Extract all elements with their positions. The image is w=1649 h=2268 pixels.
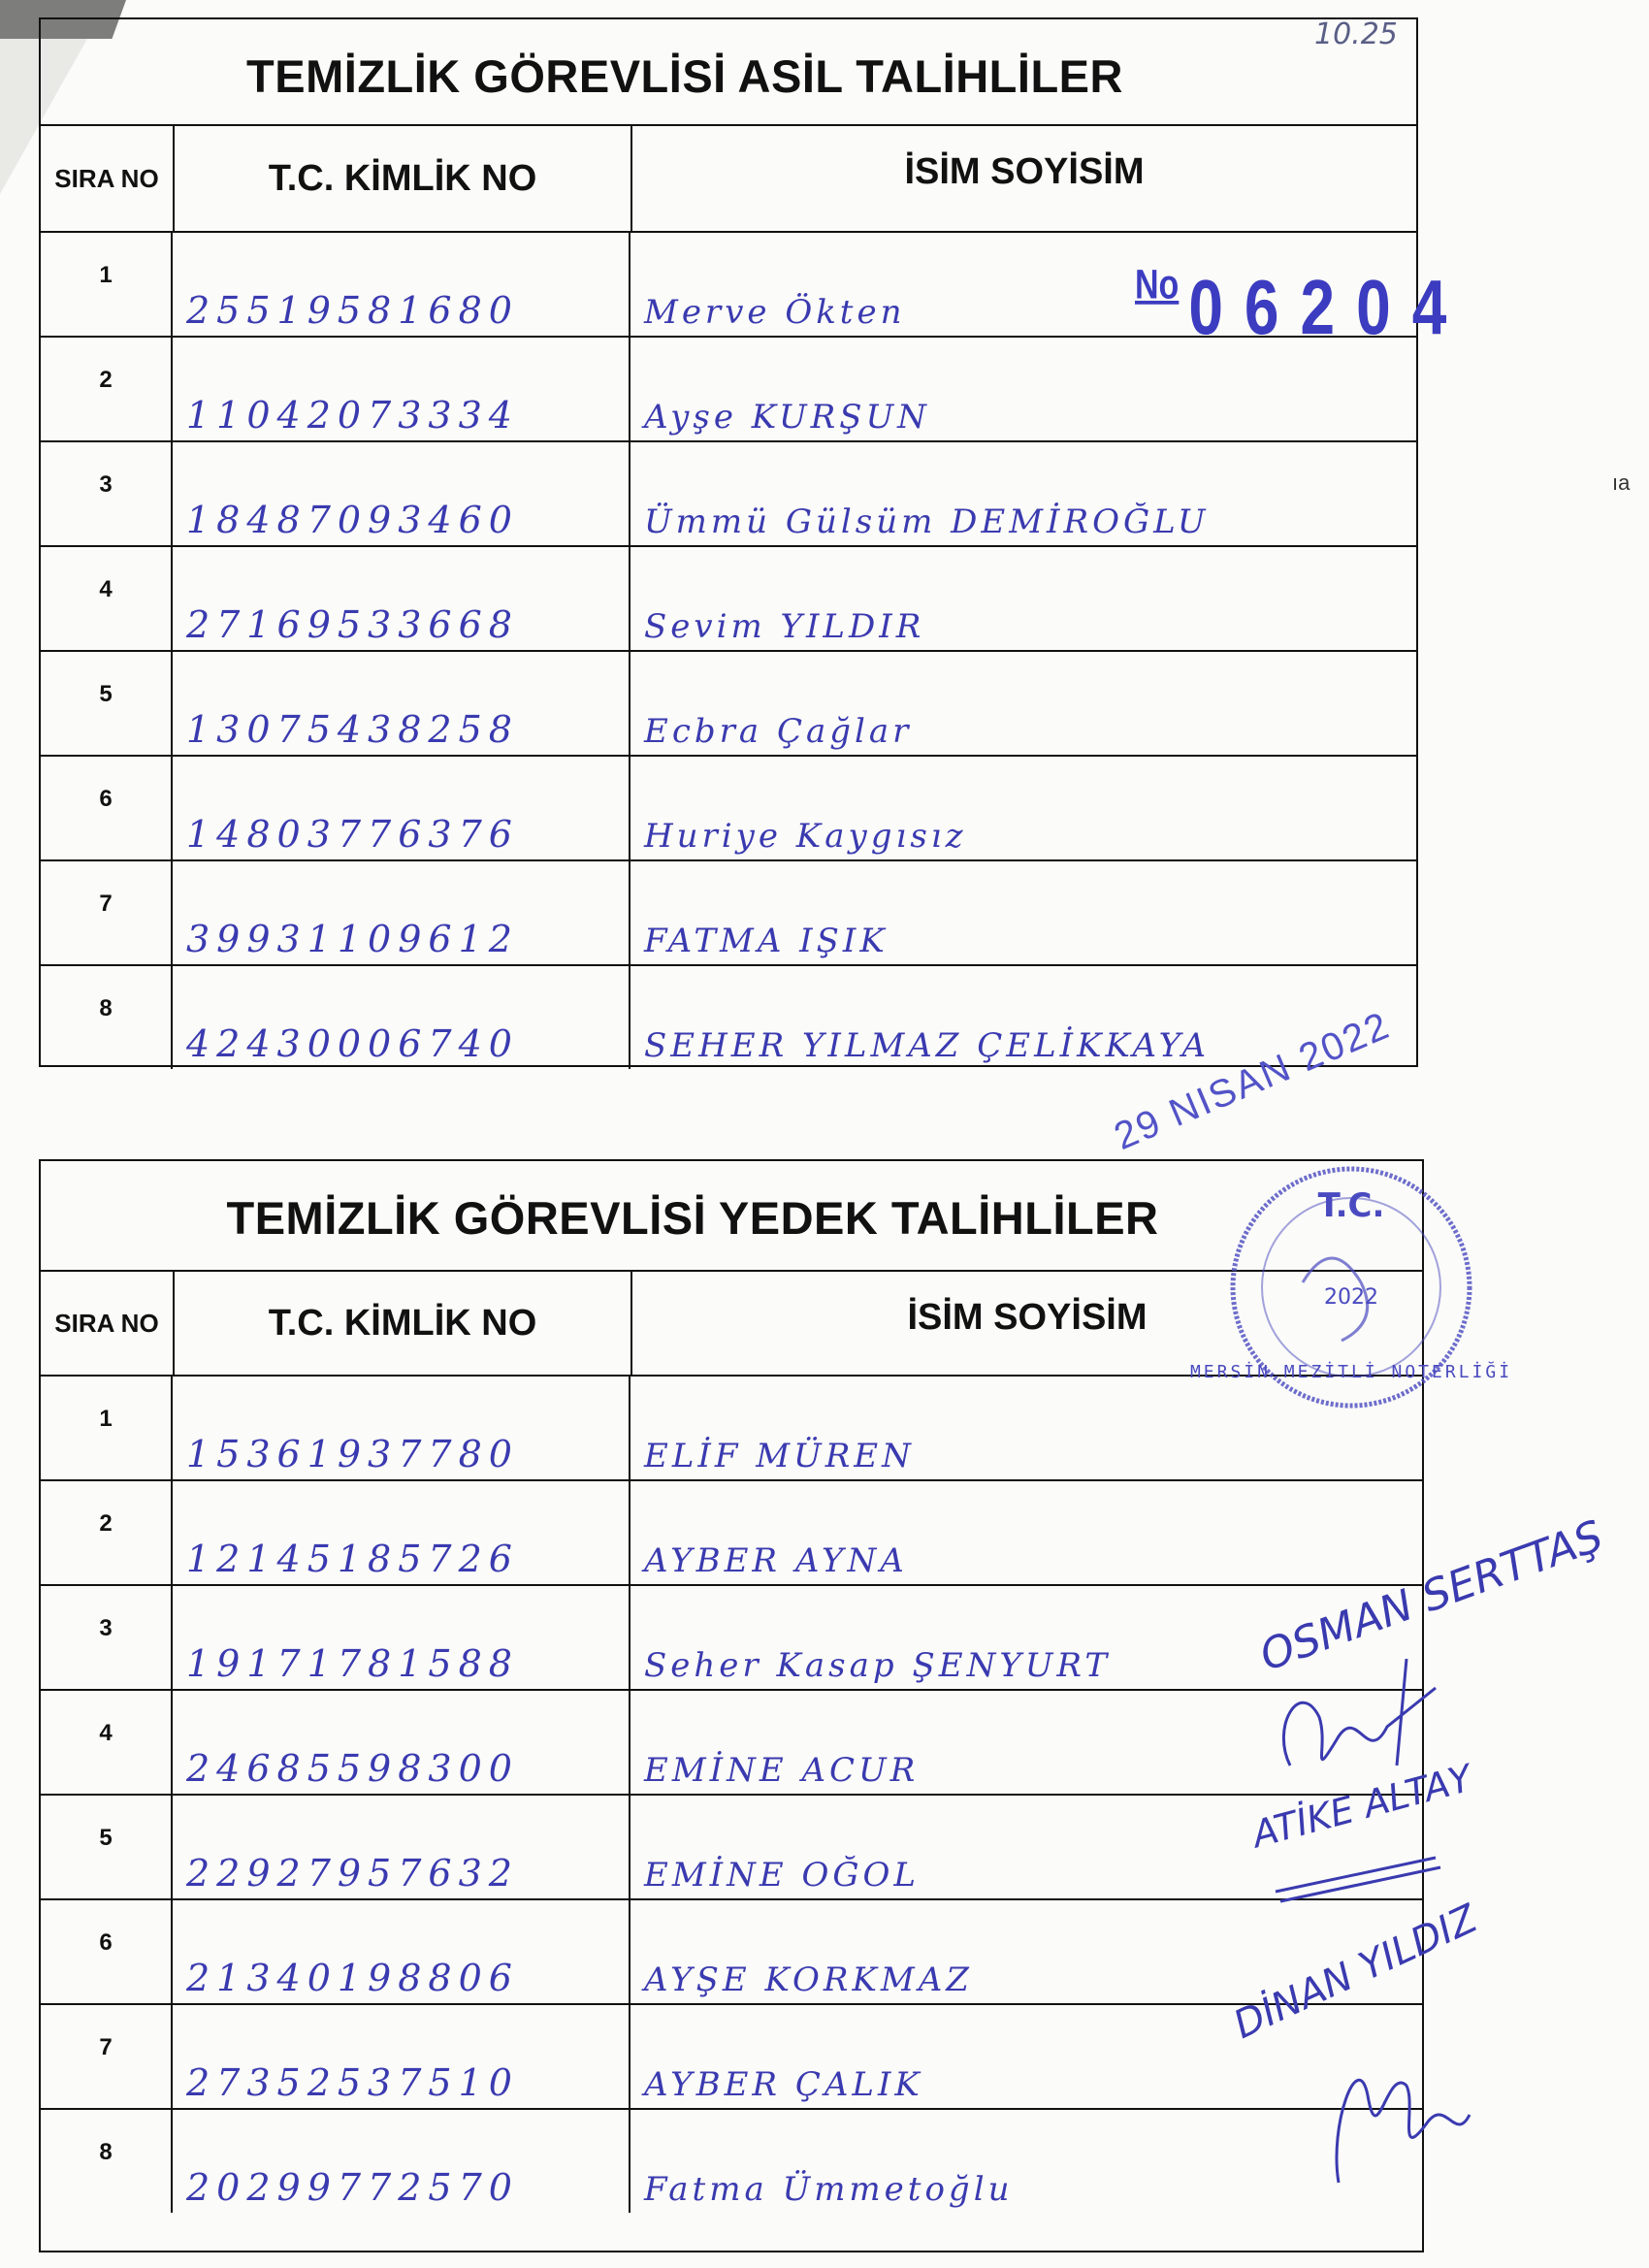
notary-seal bbox=[1189, 1156, 1513, 1418]
isim-value: SEHER YILMAZ ÇELİKKAYA bbox=[644, 1026, 1211, 1065]
seal-top-text: T.C. bbox=[1317, 1186, 1385, 1225]
table-row bbox=[41, 1796, 1422, 1900]
sira-cell: 7 bbox=[41, 2005, 173, 2108]
yedek-table bbox=[39, 1159, 1424, 2252]
isim-value: Merve Ökten bbox=[644, 293, 906, 332]
signature-name-2: ATİKE ALTAY bbox=[1247, 1756, 1476, 1857]
sira-cell: 4 bbox=[41, 547, 173, 650]
isim-value: Sevim YILDIR bbox=[644, 607, 925, 646]
isim-value: Ecbra Çağlar bbox=[644, 712, 913, 751]
isim-cell bbox=[630, 442, 1416, 545]
sira-cell: 3 bbox=[41, 442, 173, 545]
tc-cell bbox=[173, 1377, 630, 1479]
isim-cell bbox=[630, 861, 1416, 964]
seal-center-text: 2022 bbox=[1324, 1285, 1378, 1310]
isim-cell bbox=[630, 338, 1416, 440]
tc-cell bbox=[173, 652, 630, 755]
table-row bbox=[41, 1481, 1422, 1586]
tc-value: 39931109612 bbox=[186, 918, 519, 960]
isim-value: EMİNE ACUR bbox=[644, 1751, 920, 1790]
isim-cell bbox=[630, 1481, 1422, 1584]
isim-value: AYŞE KORKMAZ bbox=[644, 1960, 973, 1999]
serial-no-label: No bbox=[1135, 262, 1180, 308]
isim-value: Ümmü Gülsüm DEMİROĞLU bbox=[644, 502, 1210, 541]
tc-cell bbox=[173, 966, 630, 1069]
tc-value: 13075438258 bbox=[186, 708, 519, 751]
table-row bbox=[41, 338, 1416, 442]
sira-cell: 1 bbox=[41, 1377, 173, 1479]
isim-cell bbox=[630, 547, 1416, 650]
seal-arc-text: MERSİN MEZİTLİ NOTERLİĞİ bbox=[1189, 1362, 1513, 1382]
serial-number-stamp bbox=[1135, 262, 1468, 352]
tc-cell bbox=[173, 233, 630, 336]
table-row bbox=[41, 2110, 1422, 2213]
tc-value: 22927957632 bbox=[186, 1852, 519, 1895]
tc-cell bbox=[173, 547, 630, 650]
tc-cell bbox=[173, 442, 630, 545]
header-isim-soyisim: İSİM SOYİSİM bbox=[907, 1297, 1148, 1338]
asil-header-row bbox=[41, 126, 1416, 233]
isim-cell bbox=[630, 652, 1416, 755]
tc-cell bbox=[173, 1796, 630, 1898]
header-tc-kimlik-no: T.C. KİMLİK NO bbox=[175, 126, 632, 231]
table-row bbox=[41, 1900, 1422, 2005]
table-row bbox=[41, 652, 1416, 757]
tc-cell bbox=[173, 861, 630, 964]
serial-number: 06204 bbox=[1188, 263, 1469, 351]
table-row bbox=[41, 861, 1416, 966]
table-row bbox=[41, 1377, 1422, 1481]
tc-value: 19171781588 bbox=[186, 1642, 519, 1685]
sira-cell: 6 bbox=[41, 757, 173, 859]
tc-value: 14803776376 bbox=[186, 813, 519, 856]
tc-cell bbox=[173, 1481, 630, 1584]
signature-name-1: OSMAN SERTTAŞ bbox=[1253, 1510, 1610, 1682]
tc-value: 20299772570 bbox=[186, 2166, 519, 2209]
sira-cell: 5 bbox=[41, 652, 173, 755]
isim-value: Ayşe KURŞUN bbox=[644, 398, 930, 437]
header-isim-soyisim: İSİM SOYİSİM bbox=[904, 151, 1145, 192]
tc-value: 12145185726 bbox=[186, 1538, 519, 1580]
tc-value: 24685598300 bbox=[186, 1747, 519, 1790]
tc-value: 42430006740 bbox=[186, 1022, 519, 1065]
tc-cell bbox=[173, 1900, 630, 2003]
tc-cell bbox=[173, 2005, 630, 2108]
yedek-rows bbox=[41, 1377, 1422, 2251]
tc-cell bbox=[173, 1691, 630, 1794]
sira-cell: 8 bbox=[41, 2110, 173, 2213]
date-stamp: 29 NISAN 2022 bbox=[1108, 1003, 1397, 1159]
tc-value: 27352537510 bbox=[186, 2061, 519, 2104]
sira-cell: 5 bbox=[41, 1796, 173, 1898]
header-sira-no: SIRA NO bbox=[41, 1272, 175, 1375]
tc-value: 11042073334 bbox=[186, 394, 519, 437]
table-row bbox=[41, 1691, 1422, 1796]
tc-value: 21340198806 bbox=[186, 1957, 519, 1999]
isim-value: Seher Kasap ŞENYURT bbox=[644, 1646, 1112, 1685]
tc-value: 27169533668 bbox=[186, 603, 519, 646]
sira-cell: 8 bbox=[41, 966, 173, 1069]
tc-value: 15361937780 bbox=[186, 1433, 519, 1475]
asil-table-title: TEMİZLİK GÖREVLİSİ ASİL TALİHLİLER bbox=[41, 19, 1416, 126]
table-row bbox=[41, 966, 1416, 1069]
tc-cell bbox=[173, 757, 630, 859]
sira-cell: 1 bbox=[41, 233, 173, 336]
yedek-header-row bbox=[41, 1272, 1422, 1377]
sira-cell: 3 bbox=[41, 1586, 173, 1689]
tc-cell bbox=[173, 2110, 630, 2213]
isim-value: Fatma Ümmetoğlu bbox=[644, 2170, 1014, 2209]
page-number: 10.25 bbox=[1314, 17, 1398, 51]
asil-table bbox=[39, 17, 1418, 1067]
table-row bbox=[41, 547, 1416, 652]
header-sira-no: SIRA NO bbox=[41, 126, 175, 231]
sira-cell: 7 bbox=[41, 861, 173, 964]
sira-cell: 6 bbox=[41, 1900, 173, 2003]
signature-scribble-2 bbox=[1271, 1843, 1445, 1911]
signature-name-3: DİNAN YILDIZ bbox=[1226, 1895, 1485, 2049]
tc-cell bbox=[173, 338, 630, 440]
asil-rows bbox=[41, 233, 1416, 1065]
table-row bbox=[41, 1586, 1422, 1691]
isim-value: EMİNE OĞOL bbox=[644, 1856, 920, 1895]
tc-value: 18487093460 bbox=[186, 499, 519, 541]
header-tc-kimlik-no: T.C. KİMLİK NO bbox=[175, 1272, 632, 1375]
yedek-table-title: TEMİZLİK GÖREVLİSİ YEDEK TALİHLİLER bbox=[41, 1161, 1422, 1272]
isim-value: FATMA IŞIK bbox=[644, 922, 889, 960]
table-row bbox=[41, 757, 1416, 861]
sira-cell: 2 bbox=[41, 338, 173, 440]
tc-value: 25519581680 bbox=[186, 289, 519, 332]
sira-cell: 4 bbox=[41, 1691, 173, 1794]
table-row bbox=[41, 2005, 1422, 2110]
isim-value: ELİF MÜREN bbox=[644, 1437, 915, 1475]
sira-cell: 2 bbox=[41, 1481, 173, 1584]
tc-cell bbox=[173, 1586, 630, 1689]
signature-scribble-3 bbox=[1300, 2008, 1484, 2202]
isim-value: AYBER AYNA bbox=[644, 1541, 908, 1580]
isim-cell bbox=[630, 757, 1416, 859]
isim-value: AYBER ÇALIK bbox=[644, 2065, 923, 2104]
edge-text: ıa bbox=[1612, 470, 1631, 495]
isim-value: Huriye Kaygısız bbox=[644, 817, 967, 856]
table-row bbox=[41, 442, 1416, 547]
